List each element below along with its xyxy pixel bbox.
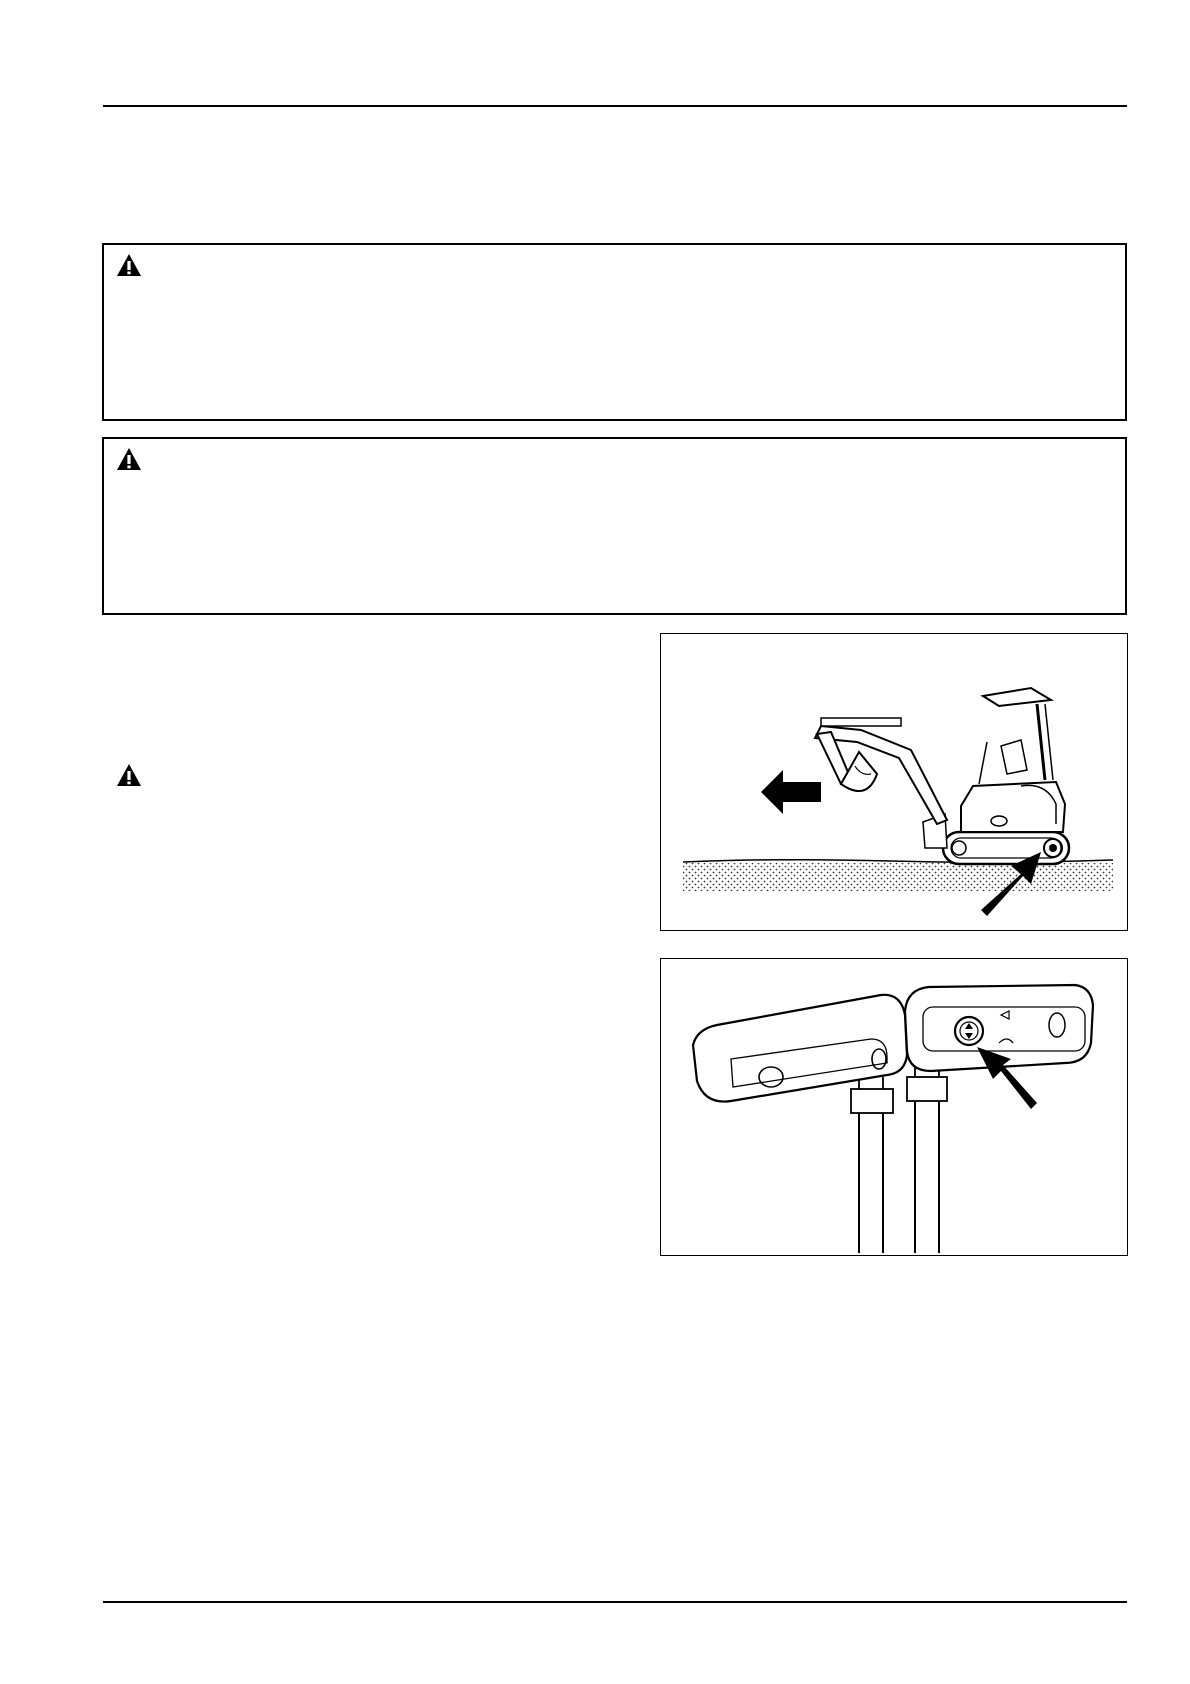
warning-box-1 [102, 243, 1127, 421]
warning-box-2 [102, 437, 1127, 615]
travel-lever-grips-illustration [660, 958, 1128, 1256]
warning-triangle-icon [116, 763, 142, 787]
footer-rule [103, 1601, 1127, 1603]
header-rule [103, 105, 1127, 107]
warning-triangle-icon [116, 447, 142, 471]
warning-triangle-icon [116, 253, 142, 277]
excavator-travel-illustration [660, 633, 1128, 931]
direction-arrow-icon [761, 770, 821, 814]
